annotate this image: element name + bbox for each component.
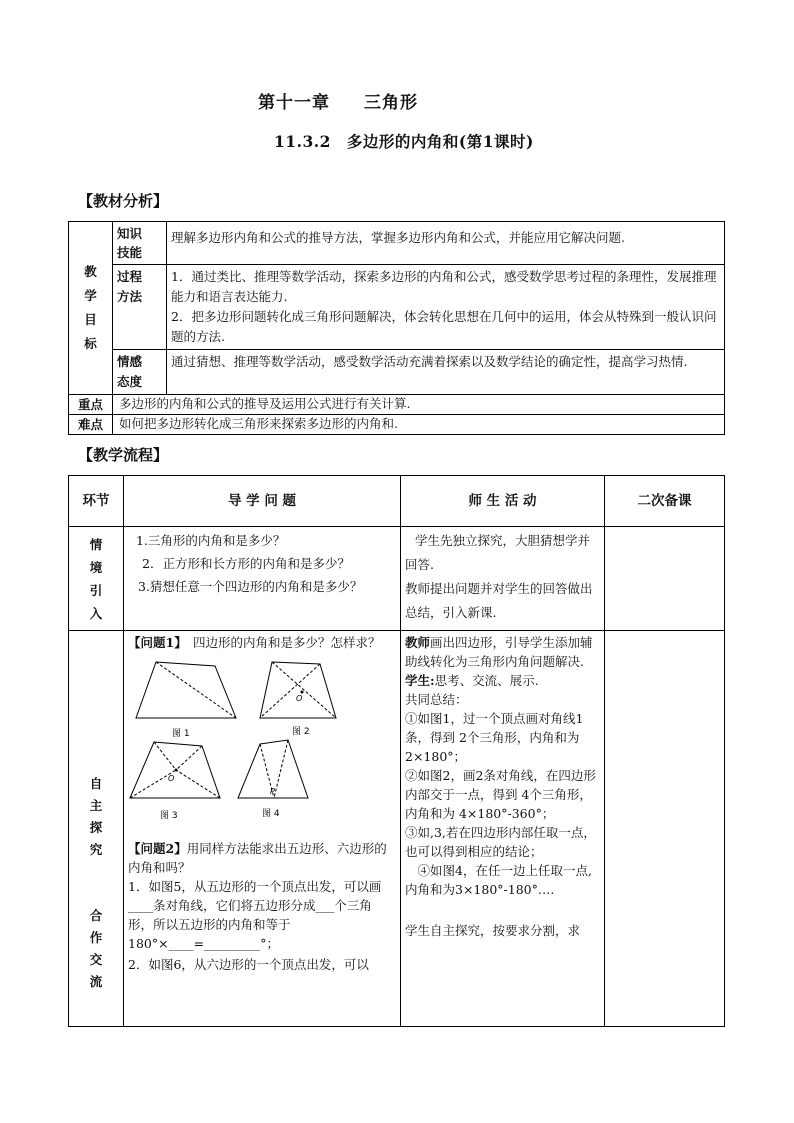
- figure2-quad: [260, 662, 336, 718]
- analysis-heading: 【教材分析】: [78, 192, 169, 210]
- flow-heading: 【教学流程】: [78, 446, 169, 464]
- analysis-table: [68, 221, 725, 435]
- teacher-text: 画出四边形，引导学生添加辅助线转化为三角形内角问题解决.: [405, 635, 593, 669]
- figure1-quad: [136, 662, 236, 718]
- chapter-topic: 三角形: [364, 93, 418, 113]
- goal-knowledge-text: 理解多边形内角和公式的推导方法，掌握多边形内角和公式，并能应用它解决问题.: [167, 222, 725, 265]
- header-stage: 环节: [69, 476, 124, 527]
- key-point-text: 多边形的内角和公式的推导及运用公式进行有关计算.: [113, 395, 725, 415]
- explore-activities: [401, 631, 605, 1027]
- figure1-label: 图 1: [172, 729, 190, 739]
- figure3-label: 图 3: [160, 811, 178, 821]
- intro-notes: [605, 527, 725, 631]
- conclusion-2: ②如图2，画2条对角线，在四边形内部交于一点，得到 4个三角形，内角和为 4×180°-360°；: [405, 768, 596, 821]
- goal-process-text: 1．通过类比、推理等数学活动，探索多边形的内角和公式，感受数学思考过程的条理性，发展推理能力和语言表达能力. 2．把多边形问题转化成三角形问题解决，体会转化思想在几何中的运用，体会从特殊到一般认识问题的方法.: [167, 265, 725, 350]
- chapter-title: [258, 88, 418, 113]
- summary-heading: 共同总结：: [405, 692, 468, 707]
- conclusion-1: ①如图1，过一个顶点画对角线1条，得到 2个三角形，内角和为 2×180°；: [405, 711, 584, 764]
- header-questions: 导 学 问 题: [124, 476, 401, 527]
- intro-activities: 学生先独立探究，大胆猜想学并回答. 教师提出问题并对学生的回答做出总结，引入新课.: [401, 527, 605, 631]
- lesson-title: 11.3.2 多边形的内角和(第1课时): [274, 132, 534, 151]
- key-point-label: 重点: [69, 395, 113, 415]
- difficulty-label: 难点: [69, 415, 113, 435]
- problem2-item2: 2．如图6，从六边形的一个顶点出发，可以: [128, 957, 369, 972]
- student-text: 思考、交流、展示.: [434, 673, 539, 688]
- figure2-label: 图 2: [292, 727, 310, 737]
- goal-label: 教 学 目 标: [69, 222, 113, 395]
- figure4-label: 图 4: [262, 809, 280, 819]
- flow-table: [68, 475, 725, 1027]
- intro-questions: 1.三角形的内角和是多少？ 2．正方形和长方形的内角和是多少？ 3.猜想任意一个四边形的内角和是多少？: [124, 527, 401, 631]
- problem2-text: 用同样方法能求出五边形、六边形的内角和吗？: [128, 841, 387, 875]
- conclusion-4: ④如图4，在任一边上任取一点,内角和为3×180°-180°….: [405, 863, 592, 897]
- header-activities: 师 生 活 动: [401, 476, 605, 527]
- problem2-item1: 1．如图5，从五边形的一个顶点出发，可以画____条对角线，它们将五边形分成___个三角形，所以五边形的内角和等于 180°×____=_________°；: [128, 879, 382, 951]
- figure4-point: P: [270, 787, 275, 796]
- problem2-tag: 【问题2】: [128, 841, 187, 856]
- student-tag: 学生:: [405, 673, 435, 688]
- teacher-tag: 教师: [405, 635, 431, 650]
- goal-attitude-label: 情感 态度: [113, 350, 167, 395]
- goal-knowledge-label: 知识 技能: [113, 222, 167, 265]
- student-explore-text: 学生自主探究，按要求分割，求: [405, 923, 581, 938]
- goal-process-label: 过程 方法: [113, 265, 167, 350]
- difficulty-text: 如何把多边形转化成三角形来探索多边形的内角和.: [113, 415, 725, 435]
- problem1-text: 四边形的内角和是多少？怎样求？: [180, 635, 381, 650]
- quadrilateral-figures: [128, 658, 396, 823]
- stage-intro: 情 境 引 入: [69, 527, 124, 631]
- conclusion-3: ③如,3,若在四边形内部任取一点，也可以得到相应的结论；: [405, 825, 596, 859]
- header-notes: 二次备课: [605, 476, 725, 527]
- stage-explore: 自 主 探 究 合 作 交 流: [69, 631, 124, 1027]
- chapter-number: 第十一章: [258, 93, 330, 113]
- figure3-point: O: [168, 774, 175, 783]
- explore-notes: [605, 631, 725, 1027]
- figure2-point: O: [296, 694, 303, 703]
- problem1-tag: 【问题1】: [128, 635, 181, 650]
- goal-attitude-text: 通过猜想、推理等数学活动，感受数学活动充满着探索以及数学结论的确定性，提高学习热情.: [167, 350, 725, 395]
- figure1-diagonal: [156, 662, 236, 718]
- explore-questions: [124, 631, 401, 1027]
